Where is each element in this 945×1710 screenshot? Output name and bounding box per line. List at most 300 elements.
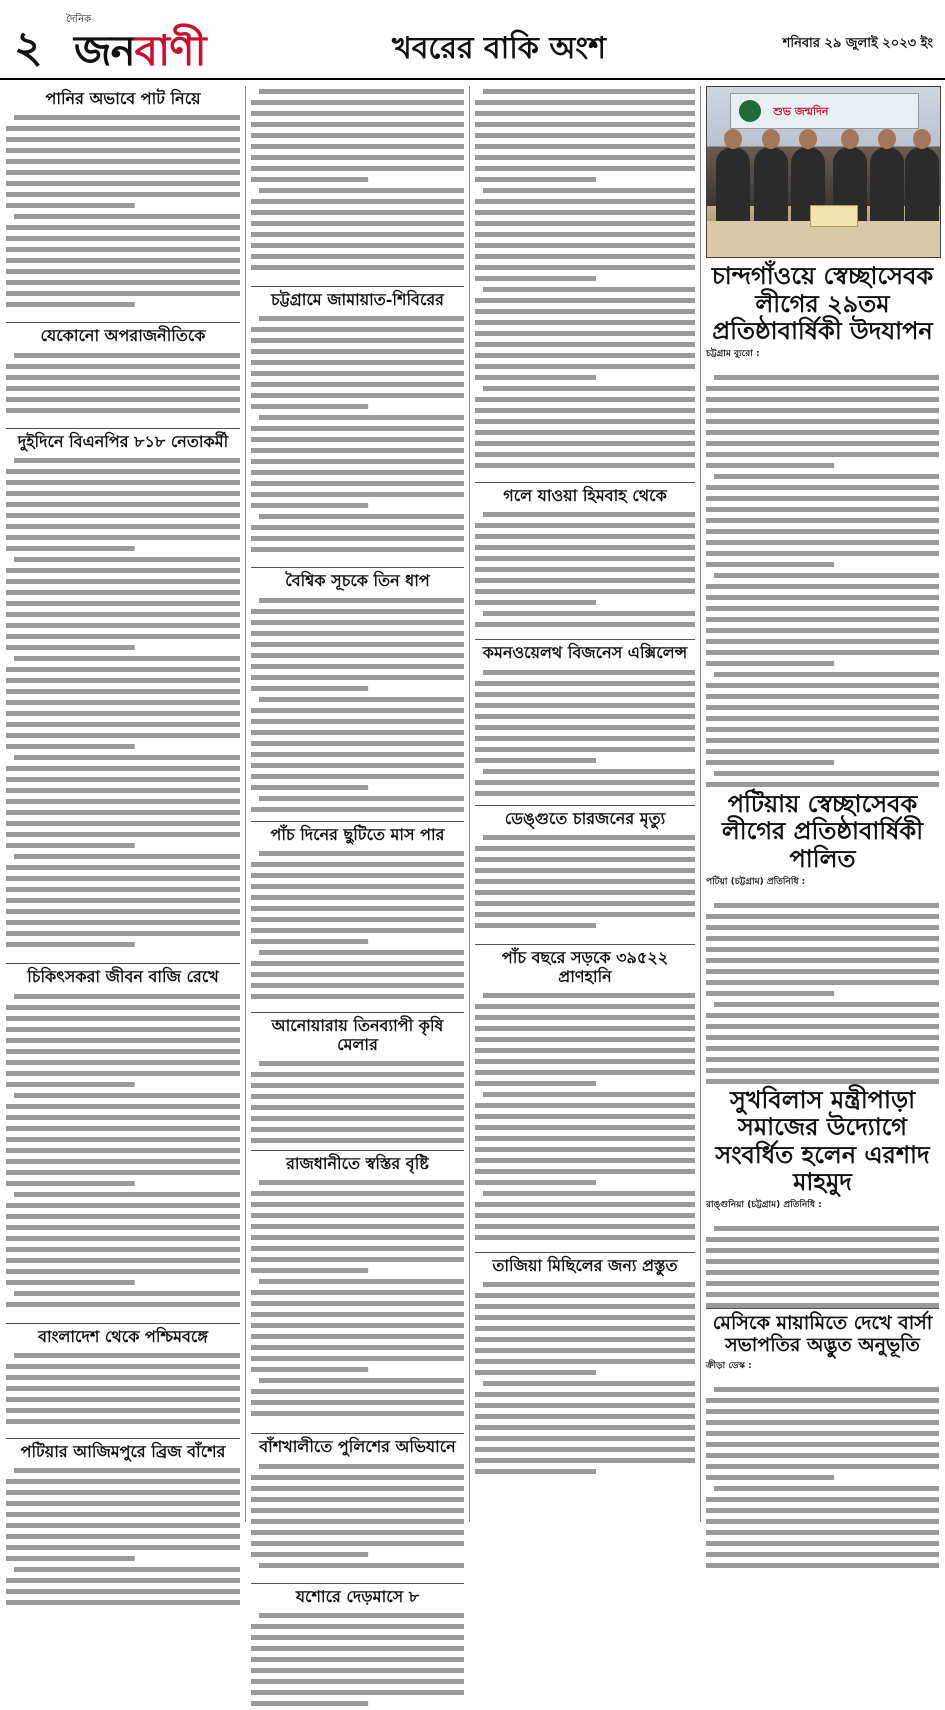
text-line xyxy=(475,1359,695,1364)
article-body xyxy=(251,313,464,563)
text-line xyxy=(6,733,240,738)
text-line xyxy=(251,166,464,171)
headline: আনোয়ারায় তিনব্যাপী কৃষি মেলার xyxy=(271,1016,444,1054)
text-line xyxy=(6,1302,240,1307)
text-lines xyxy=(6,112,240,318)
text-line xyxy=(475,1136,695,1141)
text-line xyxy=(706,1270,939,1275)
text-line xyxy=(483,89,695,94)
text-line xyxy=(251,1690,464,1695)
text-line xyxy=(251,232,464,237)
text-lines xyxy=(706,360,939,792)
headline: চট্টগ্রামে জামায়াত-শিবিরের xyxy=(271,290,444,309)
text-line xyxy=(6,788,240,793)
text-line xyxy=(706,463,834,468)
text-line xyxy=(6,1386,240,1391)
text-line xyxy=(475,1326,695,1331)
text-line xyxy=(251,719,464,724)
text-line xyxy=(483,386,695,391)
text-line xyxy=(6,612,240,617)
text-line xyxy=(6,865,240,870)
text-line xyxy=(251,1301,464,1306)
text-line xyxy=(6,1236,240,1241)
text-line xyxy=(6,1016,240,1021)
article-body xyxy=(706,877,939,1077)
text-line xyxy=(6,799,240,804)
article-body xyxy=(6,455,240,959)
text-line xyxy=(475,567,695,572)
text-line xyxy=(706,584,939,589)
text-line xyxy=(251,961,464,966)
text-line xyxy=(714,1486,939,1491)
text-line xyxy=(475,912,695,917)
text-line xyxy=(251,1094,464,1099)
text-line xyxy=(6,1375,240,1380)
text-line xyxy=(6,1556,135,1561)
text-lines xyxy=(6,350,240,424)
text-line xyxy=(259,188,464,193)
text-line xyxy=(6,590,240,595)
text-line xyxy=(6,1049,240,1054)
text-line xyxy=(251,1530,464,1535)
text-line xyxy=(714,1226,939,1231)
headline: পটিয়ার আজিমপুরে ব্রিজ বাঁশের xyxy=(20,1441,226,1461)
text-line xyxy=(6,269,240,274)
text-line xyxy=(251,1389,464,1394)
text-line xyxy=(475,463,695,468)
text-line xyxy=(251,243,464,248)
text-line xyxy=(475,1414,695,1419)
text-line xyxy=(251,199,464,204)
text-line xyxy=(6,236,240,241)
text-line xyxy=(483,993,695,998)
text-line xyxy=(475,408,695,413)
text-line xyxy=(251,917,464,922)
article-body xyxy=(475,667,695,801)
article-body xyxy=(6,991,240,1319)
text-line xyxy=(475,1403,695,1408)
text-lines xyxy=(251,86,464,282)
text-line xyxy=(6,579,240,584)
text-line xyxy=(483,287,695,292)
text-line xyxy=(475,298,695,303)
text-line xyxy=(251,133,464,138)
text-line xyxy=(706,925,939,930)
text-line xyxy=(251,609,464,614)
text-line xyxy=(251,111,464,116)
text-line xyxy=(475,545,695,550)
text-line xyxy=(259,796,464,801)
text-line xyxy=(251,1519,464,1524)
text-line xyxy=(6,1258,240,1263)
text-line xyxy=(706,991,834,996)
text-line xyxy=(251,741,464,746)
text-line xyxy=(706,628,939,633)
text-line xyxy=(251,642,464,647)
text-line xyxy=(706,1442,939,1447)
text-line xyxy=(475,1304,695,1309)
text-line xyxy=(475,419,695,424)
text-line xyxy=(706,661,834,666)
text-line xyxy=(251,807,464,812)
article-body xyxy=(6,1350,240,1434)
text-line xyxy=(6,291,240,296)
banner-text: শুভ জন্মদিন xyxy=(773,105,829,118)
text-line xyxy=(475,320,695,325)
text-line xyxy=(475,622,695,627)
text-line xyxy=(251,437,464,442)
text-line xyxy=(6,1269,240,1274)
text-line xyxy=(6,225,240,230)
text-line xyxy=(706,727,939,732)
text-line xyxy=(475,397,695,402)
text-line xyxy=(251,1411,464,1416)
text-line xyxy=(6,645,135,650)
text-line xyxy=(259,89,464,94)
text-line xyxy=(706,452,939,457)
text-line xyxy=(483,1092,695,1097)
text-line xyxy=(706,705,939,710)
text-line xyxy=(706,1068,939,1073)
text-line xyxy=(475,375,596,380)
article-dateline: চট্টগ্রাম ব্যুরো : xyxy=(706,348,760,359)
text-line xyxy=(6,1148,240,1153)
text-line xyxy=(259,1279,464,1284)
text-line xyxy=(14,1468,240,1473)
text-lines xyxy=(475,990,695,1248)
text-line xyxy=(251,221,464,226)
text-line xyxy=(251,1400,464,1405)
text-line xyxy=(6,667,240,672)
text-line xyxy=(706,496,939,501)
text-line xyxy=(706,397,939,402)
text-line xyxy=(714,474,939,479)
text-line xyxy=(483,769,695,774)
text-line xyxy=(706,760,834,765)
text-line xyxy=(6,126,240,131)
text-line xyxy=(475,1224,695,1229)
column-rule xyxy=(700,86,701,1522)
text-line xyxy=(475,177,596,182)
text-line xyxy=(251,327,464,332)
text-line xyxy=(259,415,464,420)
text-line xyxy=(6,810,240,815)
paper-name: জনবাণী xyxy=(74,26,206,75)
text-line xyxy=(6,689,240,694)
text-line xyxy=(251,653,464,658)
text-line xyxy=(475,714,695,719)
text-line xyxy=(251,1679,464,1684)
text-line xyxy=(6,876,240,881)
text-line xyxy=(475,1370,596,1375)
text-line xyxy=(251,382,464,387)
text-line xyxy=(475,692,695,697)
text-lines xyxy=(6,1465,240,1615)
text-line xyxy=(706,1237,939,1242)
text-line xyxy=(6,942,135,947)
column-rule xyxy=(469,86,470,1522)
headline: দুইদিনে বিএনপির ৮১৮ নেতাকর্মী xyxy=(17,431,229,451)
text-line xyxy=(251,349,464,354)
text-line xyxy=(14,656,240,661)
text-line xyxy=(6,1126,240,1131)
text-line xyxy=(251,884,464,889)
text-line xyxy=(475,100,695,105)
text-line xyxy=(475,1125,695,1130)
text-line xyxy=(6,491,240,496)
headline: পাঁচ বছরে সড়কে ৩৯৫২২ প্রাণহানি xyxy=(501,948,669,986)
text-line xyxy=(6,1137,240,1142)
text-line xyxy=(706,958,939,963)
text-line xyxy=(14,994,240,999)
text-line xyxy=(251,547,464,552)
article-dateline: রাঙ্গুনিয়া (চট্টগ্রাম) প্রতিনিধি : xyxy=(706,1199,822,1210)
text-lines xyxy=(6,1350,240,1434)
issue-date: শনিবার ২৯ জুলাই ২০২৩ ইং xyxy=(782,36,933,51)
text-line xyxy=(475,600,596,605)
column-2 xyxy=(251,86,464,1606)
article-body xyxy=(475,86,695,478)
text-line xyxy=(6,700,240,705)
text-line xyxy=(251,1257,464,1262)
text-line xyxy=(6,711,240,716)
text-lines xyxy=(706,1211,939,1315)
text-line xyxy=(6,258,240,263)
text-line xyxy=(475,791,695,796)
text-line xyxy=(14,1192,240,1197)
daily-label: দৈনিক xyxy=(66,14,92,25)
event-photo xyxy=(706,86,941,258)
newspaper-logo xyxy=(66,12,216,75)
text-line xyxy=(251,972,464,977)
text-lines xyxy=(251,1461,464,1579)
text-line xyxy=(251,360,464,365)
text-line xyxy=(6,920,240,925)
text-line xyxy=(475,331,695,336)
headline: চান্দগাঁওয়ে স্বেচ্ছাসেবক লীগের ২৯তম প্রতিষ্ঠাবার্ষিকী উদযাপন xyxy=(711,261,934,346)
text-line xyxy=(14,1291,240,1296)
text-line xyxy=(251,404,368,409)
text-line xyxy=(706,1464,939,1469)
text-line xyxy=(6,1364,240,1369)
text-line xyxy=(475,1337,695,1342)
text-line xyxy=(706,1259,939,1264)
text-line xyxy=(6,678,240,683)
text-line xyxy=(251,459,464,464)
article-dateline: ক্রীড়া ডেস্ক : xyxy=(706,1360,752,1371)
text-line xyxy=(475,1348,695,1353)
text-line xyxy=(6,1397,240,1402)
text-line xyxy=(706,749,939,754)
text-line xyxy=(6,1280,135,1285)
page-number: ২ xyxy=(14,22,43,73)
headline: চিকিৎসকরা জীবন বাজি রেখে xyxy=(27,967,219,987)
text-line xyxy=(6,480,240,485)
text-line xyxy=(251,1235,464,1240)
text-line xyxy=(6,777,240,782)
text-line xyxy=(475,1202,695,1207)
article-body xyxy=(251,86,464,282)
text-line xyxy=(251,906,464,911)
article-body xyxy=(706,349,939,781)
column-rule xyxy=(245,86,246,1522)
text-line xyxy=(475,780,695,785)
text-line xyxy=(706,1057,939,1062)
text-line xyxy=(706,639,939,644)
text-line xyxy=(6,524,240,529)
text-line xyxy=(475,254,695,259)
text-line xyxy=(6,887,240,892)
text-line xyxy=(259,316,464,321)
text-line xyxy=(6,535,240,540)
text-line xyxy=(6,1060,240,1065)
text-line xyxy=(706,936,939,941)
article-body xyxy=(475,1279,695,1481)
text-line xyxy=(475,725,695,730)
text-lines xyxy=(251,1177,464,1429)
text-line xyxy=(6,1408,240,1413)
text-line xyxy=(475,1447,695,1452)
text-line xyxy=(259,950,464,955)
text-line xyxy=(475,441,695,446)
text-line xyxy=(475,221,695,226)
text-line xyxy=(706,441,939,446)
text-line xyxy=(475,1158,695,1163)
text-line xyxy=(6,1545,240,1550)
text-line xyxy=(475,846,695,851)
text-line xyxy=(6,192,240,197)
text-line xyxy=(706,485,939,490)
text-line xyxy=(706,1409,939,1414)
text-line xyxy=(6,375,240,380)
text-line xyxy=(14,1093,240,1098)
text-line xyxy=(475,578,695,583)
text-line xyxy=(14,1567,240,1572)
text-line xyxy=(706,738,939,743)
text-line xyxy=(251,785,368,790)
text-line xyxy=(475,1037,695,1042)
text-line xyxy=(6,1501,240,1506)
text-line xyxy=(251,774,464,779)
text-line xyxy=(251,492,464,497)
text-lines xyxy=(475,667,695,801)
text-line xyxy=(14,353,240,358)
headline: মেসিকে মায়ামিতে দেখে বার্সা সভাপতির অদ্ভুত অনুভূতি xyxy=(712,1311,933,1356)
text-line xyxy=(483,1381,695,1386)
text-line xyxy=(714,1002,939,1007)
text-line xyxy=(14,214,240,219)
text-line xyxy=(706,1292,939,1297)
text-line xyxy=(706,716,939,721)
text-line xyxy=(6,469,240,474)
text-line xyxy=(714,771,939,776)
text-line xyxy=(714,573,939,578)
text-line xyxy=(6,1027,240,1032)
masthead xyxy=(0,0,945,80)
text-line xyxy=(251,1127,464,1132)
text-line xyxy=(475,1114,695,1119)
text-line xyxy=(251,1552,368,1557)
text-line xyxy=(251,1138,464,1143)
text-line xyxy=(251,254,464,259)
article-body xyxy=(251,595,464,817)
text-line xyxy=(251,895,464,900)
text-line xyxy=(475,166,695,171)
text-line xyxy=(6,159,240,164)
text-line xyxy=(6,634,240,639)
text-line xyxy=(714,903,939,908)
text-line xyxy=(483,670,695,675)
text-line xyxy=(251,1668,464,1673)
text-line xyxy=(6,1247,240,1252)
text-line xyxy=(6,1419,240,1424)
article-body xyxy=(706,1361,939,1561)
text-line xyxy=(251,536,464,541)
text-line xyxy=(6,280,240,285)
text-line xyxy=(706,540,939,545)
text-line xyxy=(483,1282,695,1287)
text-line xyxy=(251,763,464,768)
text-line xyxy=(14,854,240,859)
text-line xyxy=(483,188,695,193)
text-line xyxy=(706,518,939,523)
text-lines xyxy=(706,1372,939,1572)
text-lines xyxy=(475,832,695,940)
headline: যেকোনো অপরাজনীতিকে xyxy=(40,326,206,346)
text-line xyxy=(706,980,939,985)
text-line xyxy=(475,868,695,873)
text-line xyxy=(6,766,240,771)
text-line xyxy=(475,1026,695,1031)
text-line xyxy=(706,595,939,600)
section-title: খবরের বাকি অংশ xyxy=(392,31,606,66)
text-line xyxy=(6,623,240,628)
text-line xyxy=(475,342,695,347)
headline: তাজিয়া মিছিলের জন্য প্রস্তুত xyxy=(492,1255,678,1275)
text-line xyxy=(706,1519,939,1524)
text-line xyxy=(251,686,368,691)
text-line xyxy=(259,1464,464,1469)
text-line xyxy=(706,1541,939,1546)
text-line xyxy=(251,1224,464,1229)
text-line xyxy=(706,914,939,919)
text-line xyxy=(251,481,464,486)
text-line xyxy=(251,1486,464,1491)
text-line xyxy=(251,1083,464,1088)
text-line xyxy=(6,181,240,186)
text-line xyxy=(706,650,939,655)
text-line xyxy=(259,1613,464,1618)
text-line xyxy=(475,879,695,884)
text-line xyxy=(6,821,240,826)
text-line xyxy=(475,1469,596,1474)
text-line xyxy=(706,562,834,567)
text-line xyxy=(251,1105,464,1110)
text-line xyxy=(6,568,240,573)
text-line xyxy=(259,1061,464,1066)
text-line xyxy=(251,1508,464,1513)
text-line xyxy=(475,364,695,369)
text-line xyxy=(251,1290,464,1295)
text-line xyxy=(14,115,240,120)
text-line xyxy=(6,1038,240,1043)
text-line xyxy=(251,631,464,636)
text-line xyxy=(251,1635,464,1640)
text-line xyxy=(251,1367,368,1372)
text-line xyxy=(475,1436,695,1441)
text-line xyxy=(251,730,464,735)
text-line xyxy=(475,1392,695,1397)
